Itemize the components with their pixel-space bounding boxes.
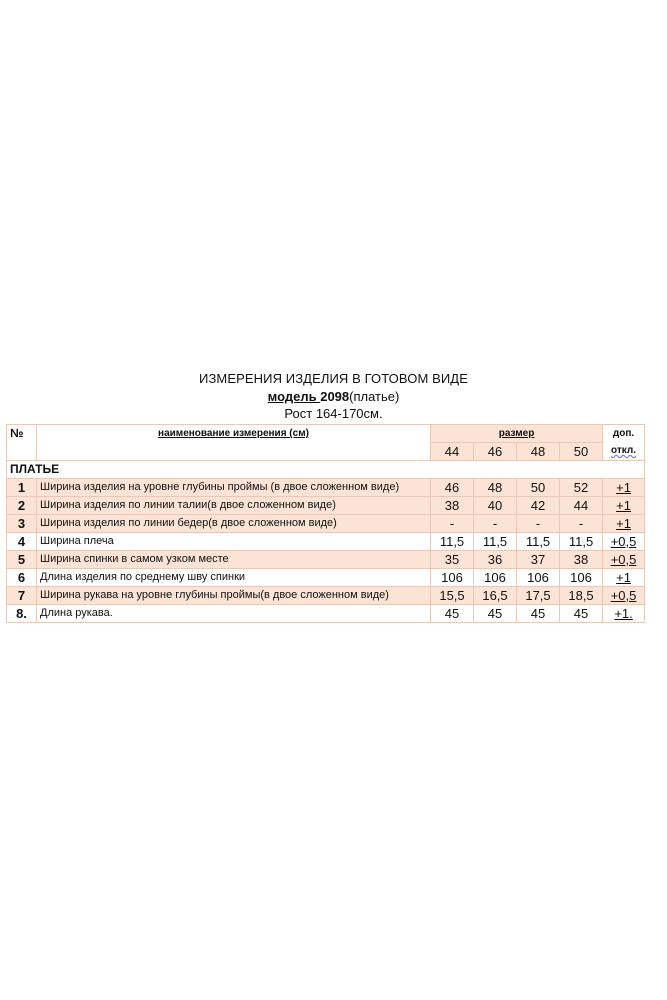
- row-number: 1: [7, 479, 37, 497]
- table-row: [7, 551, 645, 569]
- model-line: [0, 389, 667, 404]
- row-value: 106: [517, 569, 560, 587]
- table-row: [7, 605, 645, 623]
- table-header-row: [7, 425, 645, 443]
- row-value: 17,5: [517, 587, 560, 605]
- row-value: 46: [431, 479, 474, 497]
- row-name: Ширина изделия на уровне глубины проймы (в двое сложенном виде): [37, 479, 431, 497]
- row-value: 45: [517, 605, 560, 623]
- row-value: -: [517, 515, 560, 533]
- row-name: Длина рукава.: [37, 605, 431, 623]
- row-value: 48: [474, 479, 517, 497]
- row-tolerance: +1.: [603, 605, 645, 623]
- height-range: Рост 164-170см.: [284, 406, 383, 421]
- col-header-number: №: [7, 425, 37, 461]
- section-row: [7, 461, 645, 479]
- row-value: 45: [431, 605, 474, 623]
- size-48: 48: [517, 443, 560, 461]
- row-number: 7: [7, 587, 37, 605]
- row-value: 50: [517, 479, 560, 497]
- row-name: Ширина изделия по линии бедер(в двое сложенном виде): [37, 515, 431, 533]
- row-value: 11,5: [517, 533, 560, 551]
- row-value: 11,5: [431, 533, 474, 551]
- row-value: 18,5: [560, 587, 603, 605]
- row-value: 52: [560, 479, 603, 497]
- size-44: 44: [431, 443, 474, 461]
- row-value: 106: [431, 569, 474, 587]
- measurement-table: [6, 424, 645, 623]
- row-name: Длина изделия по среднему шву спинки: [37, 569, 431, 587]
- row-value: 11,5: [474, 533, 517, 551]
- row-value: 35: [431, 551, 474, 569]
- table-row: [7, 497, 645, 515]
- row-value: 16,5: [474, 587, 517, 605]
- row-value: 15,5: [431, 587, 474, 605]
- row-name: Ширина рукава на уровне глубины проймы(в двое сложенном виде): [37, 587, 431, 605]
- row-value: 38: [560, 551, 603, 569]
- row-name: Ширина плеча: [37, 533, 431, 551]
- row-tolerance: +0,5: [603, 533, 645, 551]
- row-value: 106: [560, 569, 603, 587]
- row-number: 3: [7, 515, 37, 533]
- table-row: [7, 515, 645, 533]
- row-value: 40: [474, 497, 517, 515]
- row-value: 38: [431, 497, 474, 515]
- row-value: -: [560, 515, 603, 533]
- row-value: 36: [474, 551, 517, 569]
- row-value: -: [431, 515, 474, 533]
- row-value: 45: [474, 605, 517, 623]
- row-tolerance: +1: [603, 569, 645, 587]
- table-row: [7, 479, 645, 497]
- row-tolerance: +1: [603, 515, 645, 533]
- model-prefix: модель: [267, 389, 321, 404]
- row-value: -: [474, 515, 517, 533]
- row-name: Ширина спинки в самом узком месте: [37, 551, 431, 569]
- row-number: 4: [7, 533, 37, 551]
- row-value: 44: [560, 497, 603, 515]
- col-header-tolerance: доп. откл.: [603, 425, 645, 461]
- table-row: [7, 533, 645, 551]
- row-value: 11,5: [560, 533, 603, 551]
- table-row: [7, 569, 645, 587]
- document-title: ИЗМЕРЕНИЯ ИЗДЕЛИЯ В ГОТОВОМ ВИДЕ: [199, 371, 468, 386]
- row-number: 8.: [7, 605, 37, 623]
- row-tolerance: +0,5: [603, 551, 645, 569]
- row-number: 2: [7, 497, 37, 515]
- row-tolerance: +1: [603, 479, 645, 497]
- row-value: 106: [474, 569, 517, 587]
- row-number: 5: [7, 551, 37, 569]
- model-type: (платье): [349, 389, 400, 404]
- model-number: 2098: [320, 389, 350, 404]
- row-tolerance: +1: [603, 497, 645, 515]
- col-header-name: наименование измерения (см): [37, 425, 431, 461]
- table-row: [7, 587, 645, 605]
- row-tolerance: +0,5: [603, 587, 645, 605]
- size-50: 50: [560, 443, 603, 461]
- row-value: 37: [517, 551, 560, 569]
- row-value: 42: [517, 497, 560, 515]
- row-number: 6: [7, 569, 37, 587]
- row-name: Ширина изделия по линии талии(в двое сложенном виде): [37, 497, 431, 515]
- section-title: ПЛАТЬЕ: [7, 461, 645, 479]
- row-value: 45: [560, 605, 603, 623]
- size-46: 46: [474, 443, 517, 461]
- col-header-size: размер: [431, 425, 603, 443]
